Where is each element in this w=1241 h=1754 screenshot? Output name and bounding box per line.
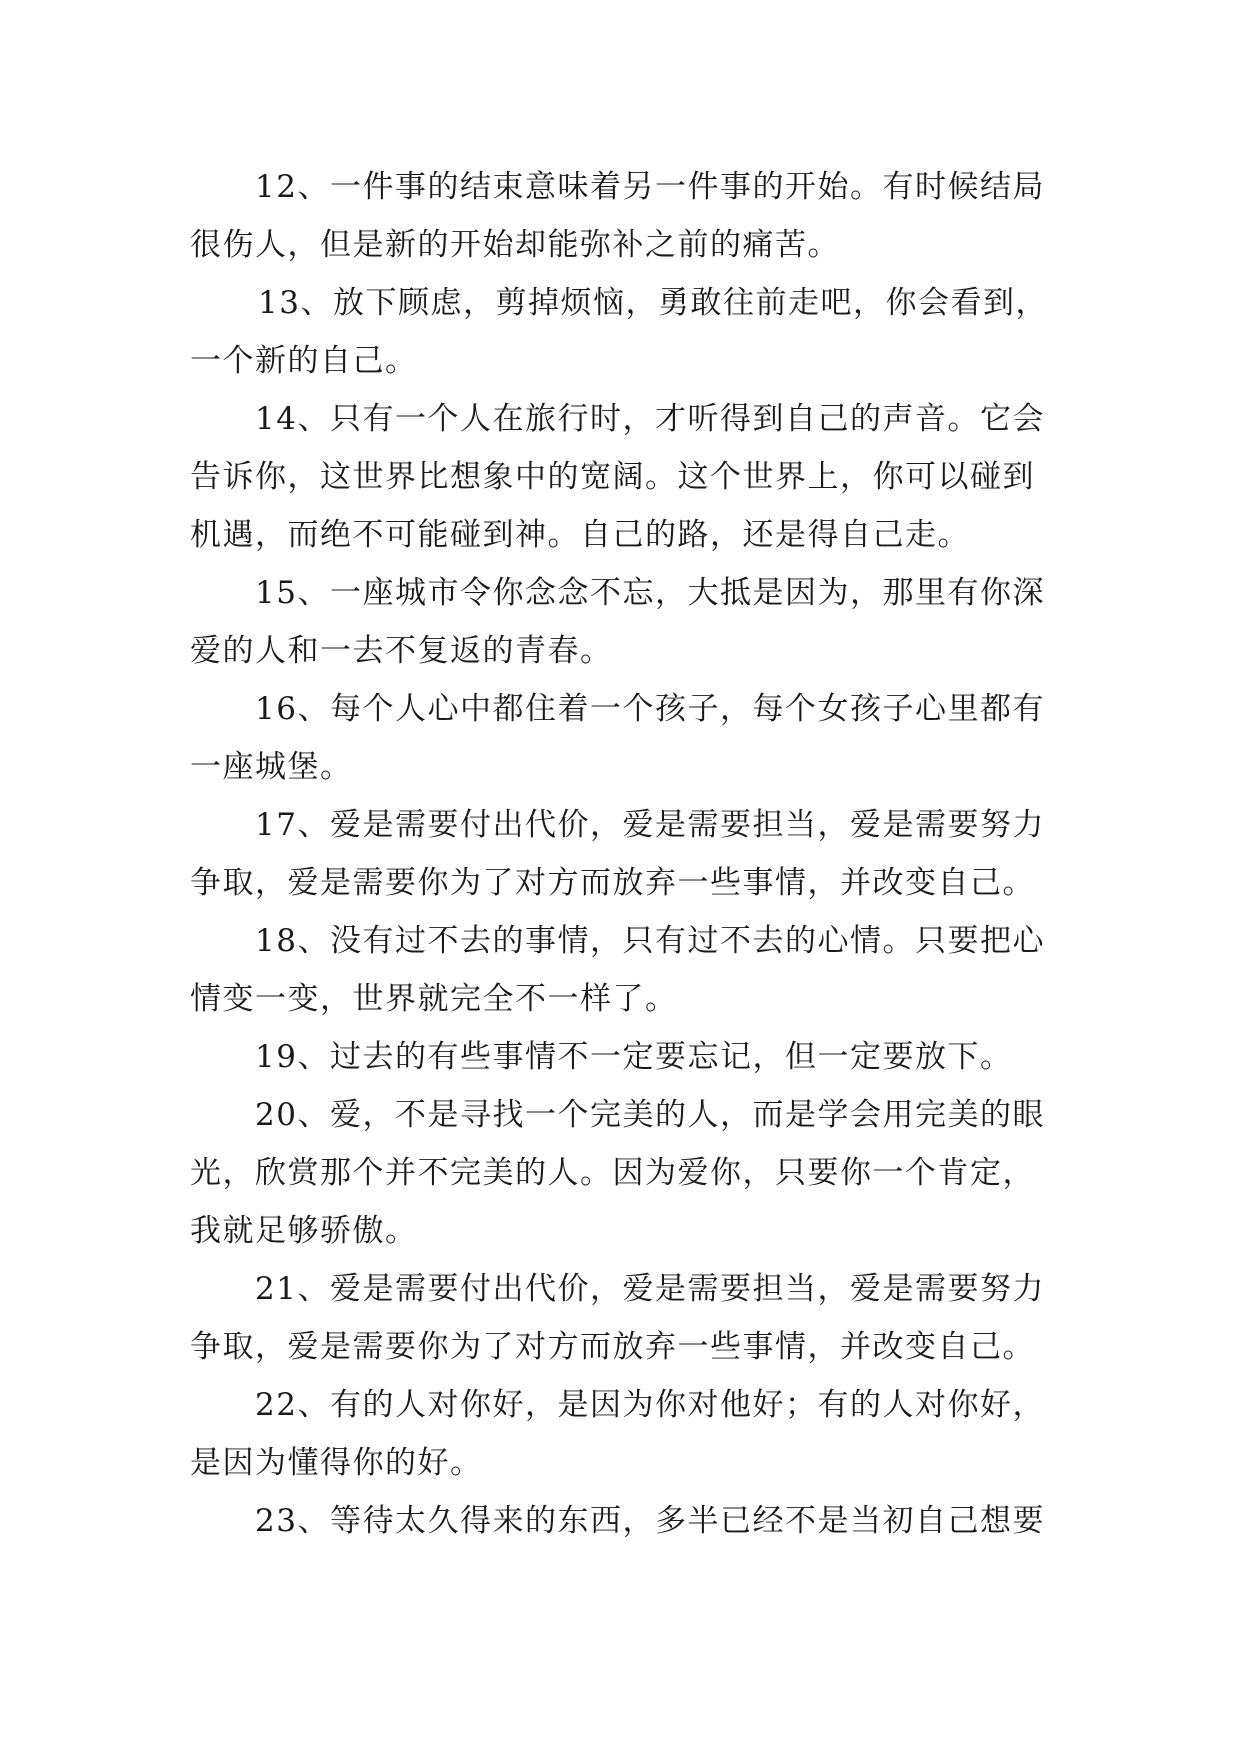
paragraph-line: 告诉你，这世界比想象中的宽阔。这个世界上，你可以碰到 xyxy=(190,459,1035,495)
paragraph-line: 争取，爱是需要你为了对方而放弃一些事情，并改变自己。 xyxy=(190,1329,1035,1365)
paragraph-line: 15、一座城市令你念念不忘，大抵是因为，那里有你深 xyxy=(255,575,1045,611)
paragraph-line: 争取，爱是需要你为了对方而放弃一些事情，并改变自己。 xyxy=(190,865,1035,901)
paragraph-line: 21、爱是需要付出代价，爱是需要担当，爱是需要努力 xyxy=(255,1271,1045,1307)
paragraph-line: 16、每个人心中都住着一个孩子，每个女孩子心里都有 xyxy=(255,691,1045,727)
paragraph-line: 我就足够骄傲。 xyxy=(190,1213,418,1249)
paragraph-line: 12、一件事的结束意味着另一件事的开始。有时候结局 xyxy=(255,169,1045,205)
paragraph-line: 爱的人和一去不复返的青春。 xyxy=(190,633,613,669)
paragraph-line: 19、过去的有些事情不一定要忘记，但一定要放下。 xyxy=(255,1039,1013,1075)
paragraph-line: 22、有的人对你好，是因为你对他好；有的人对你好， xyxy=(255,1387,1045,1423)
paragraph-line: 13、放下顾虑，剪掉烦恼，勇敢往前走吧，你会看到， xyxy=(258,285,1048,321)
paragraph-line: 一个新的自己。 xyxy=(190,343,418,379)
paragraph-line: 20、爱，不是寻找一个完美的人，而是学会用完美的眼 xyxy=(255,1097,1045,1133)
paragraph-line: 14、只有一个人在旅行时，才听得到自己的声音。它会 xyxy=(255,401,1045,437)
paragraph-line: 是因为懂得你的好。 xyxy=(190,1445,483,1481)
paragraph-line: 18、没有过不去的事情，只有过不去的心情。只要把心 xyxy=(255,923,1045,959)
paragraph-line: 很伤人，但是新的开始却能弥补之前的痛苦。 xyxy=(190,227,840,263)
paragraph-line: 光，欣赏那个并不完美的人。因为爱你，只要你一个肯定， xyxy=(190,1155,1035,1191)
paragraph-line: 机遇，而绝不可能碰到神。自己的路，还是得自己走。 xyxy=(190,517,970,553)
paragraph-line: 23、等待太久得来的东西，多半已经不是当初自己想要 xyxy=(255,1503,1045,1539)
paragraph-line: 17、爱是需要付出代价，爱是需要担当，爱是需要努力 xyxy=(255,807,1045,843)
paragraph-line: 一座城堡。 xyxy=(190,749,353,785)
paragraph-line: 情变一变，世界就完全不一样了。 xyxy=(190,981,678,1017)
